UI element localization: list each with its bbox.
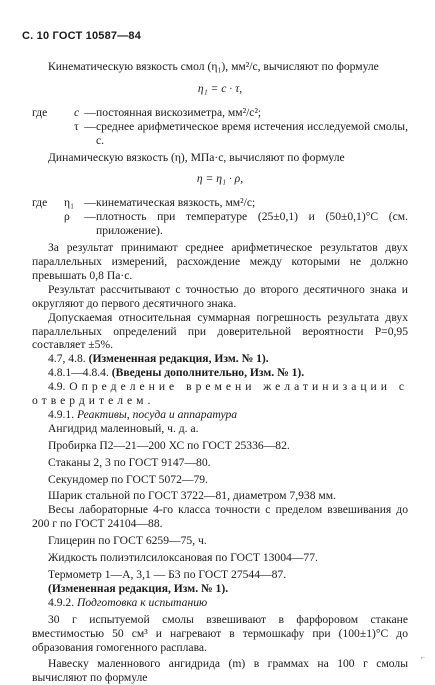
subsection-title: Реактивы, посуда и аппаратура — [77, 407, 238, 421]
result-paragraph: За результат принимают среднее арифметическое результатов двух параллельных измерений, расхождение между которыми не должно превышать 0,8 Па·с. — [32, 241, 408, 282]
amendment-note: (Измененная редакция, Изм. № 1). — [48, 581, 229, 595]
section-title: Определение времени желатинизации с — [69, 380, 408, 394]
definitions-1 — [32, 106, 408, 148]
definition-row — [32, 120, 408, 148]
preparation-paragraph: 30 г испытуемой смолы взвешивают в фарфоровом стакане вместимостью 50 см³ и нагревают в термошкафу при (100±1)°С до образования гомогенного расплава. — [32, 612, 408, 654]
rounding-paragraph: Результат рассчитывают с точностью до второго десятичного знака и округляют до первого десятичного знака. — [32, 282, 408, 310]
page-corner-mark: ⌐ — [420, 653, 425, 663]
list-item: Весы лабораторные 4-го класса точности с пределом взвешивания до 200 г по ГОСТ 24104—88. — [32, 503, 408, 531]
list-item: Глицерин по ГОСТ 6259—75, ч. — [48, 534, 207, 548]
page-content — [32, 60, 408, 685]
definition-row — [32, 210, 408, 238]
amendment-4-8-1 — [32, 366, 408, 380]
clause-number: 4.9. — [48, 380, 66, 394]
definition-symbol: τ — [74, 119, 79, 133]
list-item: Пробирка П2—21—200 ХС по ГОСТ 25336—82. — [48, 438, 290, 452]
list-item: Стаканы 2, 3 по ГОСТ 9147—80. — [48, 455, 211, 469]
maleic-anhydride-paragraph: Навеску маленнового ангидрида (m) в граммах на 100 г смолы вычисляют по формуле — [32, 657, 408, 685]
definition-dash: — — [84, 119, 96, 133]
list-item: Термометр 1—А, 3,1 — Б3 по ГОСТ 27544—87. — [48, 568, 287, 581]
amendment-note-2 — [32, 582, 408, 596]
formula-dynamic: η = η₁ · ρ, — [196, 172, 244, 186]
definition-text: кинематическая вязкость, мм²/с; — [96, 196, 256, 210]
formula-kinematic: η₁ = c · τ, — [197, 81, 243, 95]
definition-symbol: η₁ — [64, 196, 75, 210]
section-4-9-2-heading — [32, 596, 408, 610]
subsection-title: Подготовка к испытанию — [77, 595, 208, 609]
amendment-note: (Измененная редакция, Изм. № 1). — [88, 352, 269, 366]
definition-text: среднее арифметическое время истечения исследуемой смолы, с. — [96, 119, 408, 147]
definitions-2 — [32, 196, 408, 238]
definition-lead — [32, 210, 64, 238]
section-4-9-1-heading — [32, 408, 408, 422]
definition-text: постоянная вискозиметра, мм²/с²; — [96, 105, 262, 119]
clause-number: 4.7, 4.8. — [48, 352, 86, 366]
definition-row — [32, 106, 408, 120]
definition-lead: где — [32, 196, 48, 210]
list-item: Шарик стальной по ГОСТ 3722—81, диаметром 7,938 мм. — [48, 489, 336, 503]
equipment-list — [32, 422, 408, 582]
amendment-4-7 — [32, 352, 408, 366]
definition-dash: — — [84, 210, 96, 224]
list-item: Секундомер по ГОСТ 5072—79. — [48, 472, 208, 486]
definition-dash: — — [84, 105, 96, 119]
definition-text: плотность при температуре (25±0,1) и (50±0,1)°С (см. приложение). — [96, 210, 408, 238]
section-4-9-heading — [32, 380, 408, 394]
clause-number: 4.8.1—4.8.4. — [48, 366, 109, 380]
page-header: С. 10 ГОСТ 10587—84 — [22, 30, 142, 42]
kinematic-viscosity-intro: Кинематическую вязкость смол (η₁), мм²/с, вычисляют по формуле — [48, 60, 379, 73]
definition-lead — [32, 120, 74, 148]
definition-symbol: c — [74, 105, 80, 119]
list-item: Ангидрид малеиновый, ч. д. а. — [48, 421, 199, 435]
definition-symbol: ρ — [64, 210, 70, 224]
clause-number: 4.9.1. — [48, 407, 75, 421]
amendment-note: (Введены дополнительно, Изм. № 1). — [111, 366, 305, 380]
error-paragraph: Допускаемая относительная суммарная погрешность результата двух параллельных определений при доверительной вероятности P=0,95 составляет ±5%. — [32, 310, 408, 352]
definition-lead: где — [32, 105, 48, 119]
list-item: Жидкость полиэтилсилоксановая по ГОСТ 13004—77. — [48, 551, 318, 565]
clause-number: 4.9.2. — [48, 595, 75, 609]
section-title-cont: отвердителем. — [32, 394, 155, 408]
definition-row — [32, 196, 408, 210]
definition-dash: — — [84, 196, 96, 210]
dynamic-viscosity-intro: Динамическую вязкость (η), МПа·с, вычисляют по формуле — [48, 150, 345, 164]
section-4-9-heading-cont — [32, 394, 408, 408]
